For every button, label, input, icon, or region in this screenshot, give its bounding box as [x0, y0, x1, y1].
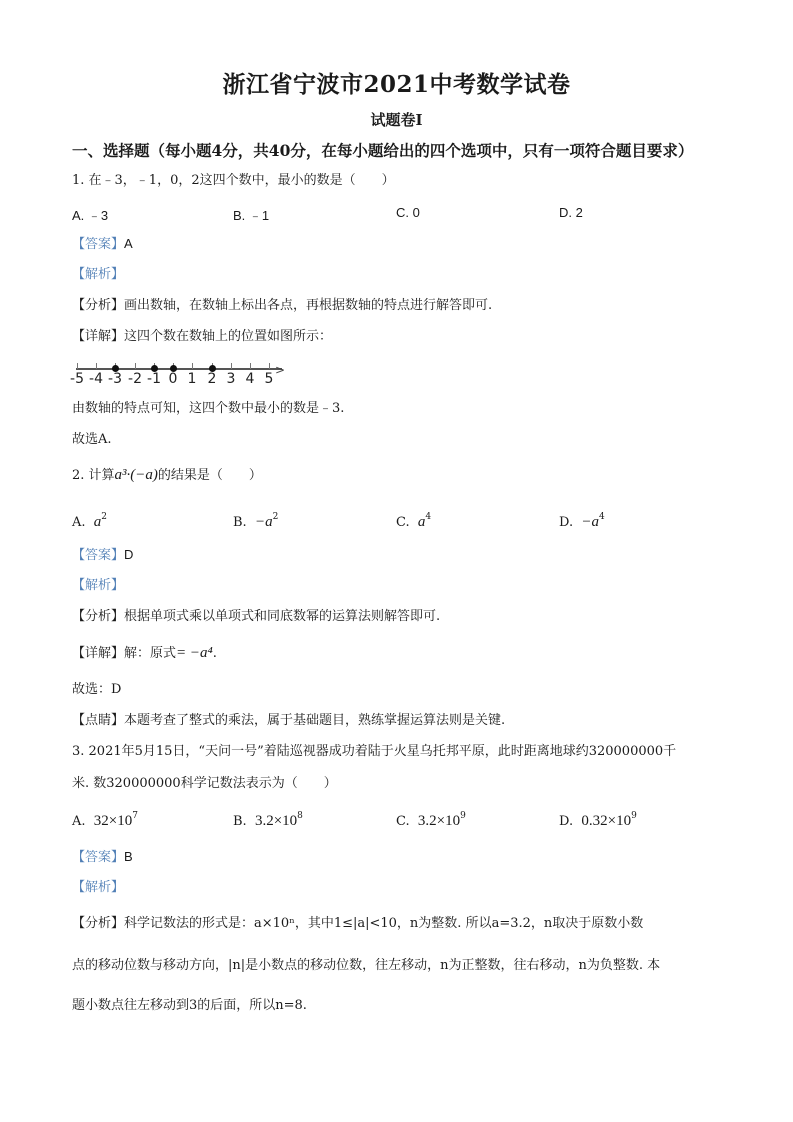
q2-choose: 故选：D [72, 682, 122, 697]
answer-label: 【答案】 [72, 850, 125, 865]
q1-fenxi-row [72, 298, 492, 314]
q1-detail-text: 这四个数在数轴上的位置如图所示： [124, 329, 333, 344]
q3-fenxi-line1 [72, 916, 643, 932]
tick [96, 363, 97, 369]
option-exp: 7 [132, 811, 138, 821]
answer-label: 【答案】 [72, 237, 125, 252]
tick-label: 5 [264, 371, 274, 387]
tick-label: 2 [207, 371, 217, 387]
tick [135, 363, 136, 369]
q1-conclusion: 由数轴的特点可知，这四个数中最小的数是﹣3. [72, 401, 345, 416]
q2-option-c [396, 512, 431, 531]
q2-stem-prefix: 2. 计算 [72, 468, 115, 483]
option-mantissa: 3.2 [254, 813, 274, 829]
q2-option-b [233, 512, 278, 531]
page-subtitle: 试题卷Ⅰ [370, 111, 423, 129]
tick [250, 363, 251, 369]
arrow-right-icon: > [275, 363, 286, 377]
q2-detail-math: = −a⁴ [176, 645, 213, 661]
q1-option-d: D. 2 [559, 205, 583, 220]
q1-option-c: C. 0 [396, 205, 420, 220]
option-exp: 8 [297, 811, 303, 821]
fenxi-label: 【分析】 [72, 609, 125, 624]
option-letter: A. [72, 515, 86, 530]
q2-detail-suffix: . [212, 646, 217, 661]
q1-answer-value: A [124, 236, 133, 251]
q2-analysis-label: 【解析】 [72, 578, 125, 593]
detail-label: 【详解】 [72, 329, 125, 344]
option-letter: C. [396, 515, 410, 530]
tick-label: -3 [108, 371, 122, 387]
q3-fenxi-line3: 题小数点往左移动到3的后面，所以n=8. [72, 998, 307, 1013]
page-title: 浙江省宁波市2021中考数学试卷 [222, 71, 571, 98]
tick [77, 363, 78, 369]
q2-answer-row [72, 547, 133, 564]
option-base: a [265, 514, 273, 530]
q3-option-c: C. $3.2\times 10^9$ [396, 811, 466, 829]
q2-stem-suffix: 的结果是（ ） [157, 468, 262, 483]
option-base: a [591, 514, 599, 530]
option-letter: D. [559, 814, 574, 829]
q1-option-b: B. ﹣1 [233, 208, 270, 223]
q3-stem-line1: 3. 2021年5月15日，“天问一号”着陆巡视器成功着陆于火星乌托邦平原，此时距离地球约320000000千 [72, 744, 677, 759]
tick [192, 363, 193, 369]
option-letter: A. [72, 814, 86, 829]
option-mantissa: 3.2 [417, 813, 437, 829]
tick-label: -2 [128, 371, 142, 387]
q2-answer-value: D [124, 547, 134, 562]
q3-option-d: D. $0.32\times 10^9$ [559, 811, 637, 829]
option-base: a [417, 514, 426, 530]
option-exp: 2 [101, 512, 108, 522]
tick-label: 0 [168, 371, 178, 387]
q1-stem: 1. 在﹣3，﹣1，0，2这四个数中，最小的数是（ ） [72, 173, 395, 188]
tick-label: 4 [245, 371, 255, 387]
q3-option-a: A. $32\times 10^7$ [72, 811, 138, 829]
q3-option-b: B. $3.2\times 10^8$ [233, 811, 303, 829]
q2-option-d [559, 512, 605, 531]
q1-fenxi-text: 画出数轴，在数轴上标出各点，再根据数轴的特点进行解答即可. [124, 298, 493, 313]
q2-option-a [72, 512, 107, 531]
tick-label: 1 [187, 371, 197, 387]
option-mantissa: 32 [93, 813, 109, 829]
option-exp: 2 [272, 512, 279, 522]
q1-choose: 故选A. [72, 432, 112, 447]
q2-comment-text: 本题考查了整式的乘法，属于基础题目，熟练掌握运算法则是关键. [124, 713, 506, 728]
fenxi-label: 【分析】 [72, 916, 125, 931]
answer-label: 【答案】 [72, 548, 125, 563]
q1-detail-row [72, 329, 332, 345]
fenxi-label: 【分析】 [72, 298, 125, 313]
q2-fenxi-text: 根据单项式乘以单项式和同底数幂的运算法则解答即可. [124, 609, 441, 624]
tick-label: -5 [70, 371, 84, 387]
option-sign: − [581, 514, 592, 530]
q2-detail-row [72, 645, 217, 662]
option-letter: B. [233, 515, 247, 530]
q2-stem-math: a³·(−a) [114, 467, 158, 483]
option-exp: 4 [598, 512, 605, 522]
section-heading: 一、选择题（每小题4分，共40分，在每小题给出的四个选项中，只有一项符合题目要求） [72, 141, 694, 160]
q3-stem-line2: 米. 数320000000科学记数法表示为（ ） [72, 776, 337, 791]
tick-label: 3 [226, 371, 236, 387]
q3-fenxi-line2: 点的移动位数与移动方向，|n|是小数点的移动位数，往左移动，n为正整数，往右移动，n为负整数. 本 [72, 958, 661, 973]
tick [231, 363, 232, 369]
option-letter: B. [233, 814, 247, 829]
q1-analysis-label: 【解析】 [72, 267, 125, 282]
q2-comment-row [72, 713, 505, 729]
number-line-figure [72, 360, 292, 390]
tick [269, 363, 270, 369]
option-exp: 9 [631, 811, 637, 821]
option-base: a [93, 514, 102, 530]
q3-analysis-label: 【解析】 [72, 880, 125, 895]
q2-stem [72, 467, 262, 484]
q2-fenxi-row [72, 609, 440, 625]
option-sign: − [254, 514, 266, 530]
option-mantissa: 0.32 [581, 813, 608, 829]
option-letter: D. [559, 515, 574, 530]
q1-option-a: A. ﹣3 [72, 208, 109, 223]
comment-label: 【点睛】 [72, 713, 125, 728]
q3-answer-value: B [124, 849, 133, 864]
q2-detail-prefix: 解：原式 [124, 646, 177, 661]
option-exp: 9 [460, 811, 466, 821]
tick-label: -1 [147, 371, 161, 387]
q3-answer-row [72, 849, 133, 866]
detail-label: 【详解】 [72, 646, 125, 661]
option-letter: C. [396, 814, 410, 829]
q1-answer-row [72, 236, 133, 253]
option-exp: 4 [425, 512, 432, 522]
tick-label: -4 [89, 371, 103, 387]
number-line-axis [76, 368, 282, 370]
q3-fenxi-text1: 科学记数法的形式是：a×10ⁿ，其中1≤|a|<10，n为整数. 所以a=3.2，n取决于原数小数 [124, 916, 644, 931]
